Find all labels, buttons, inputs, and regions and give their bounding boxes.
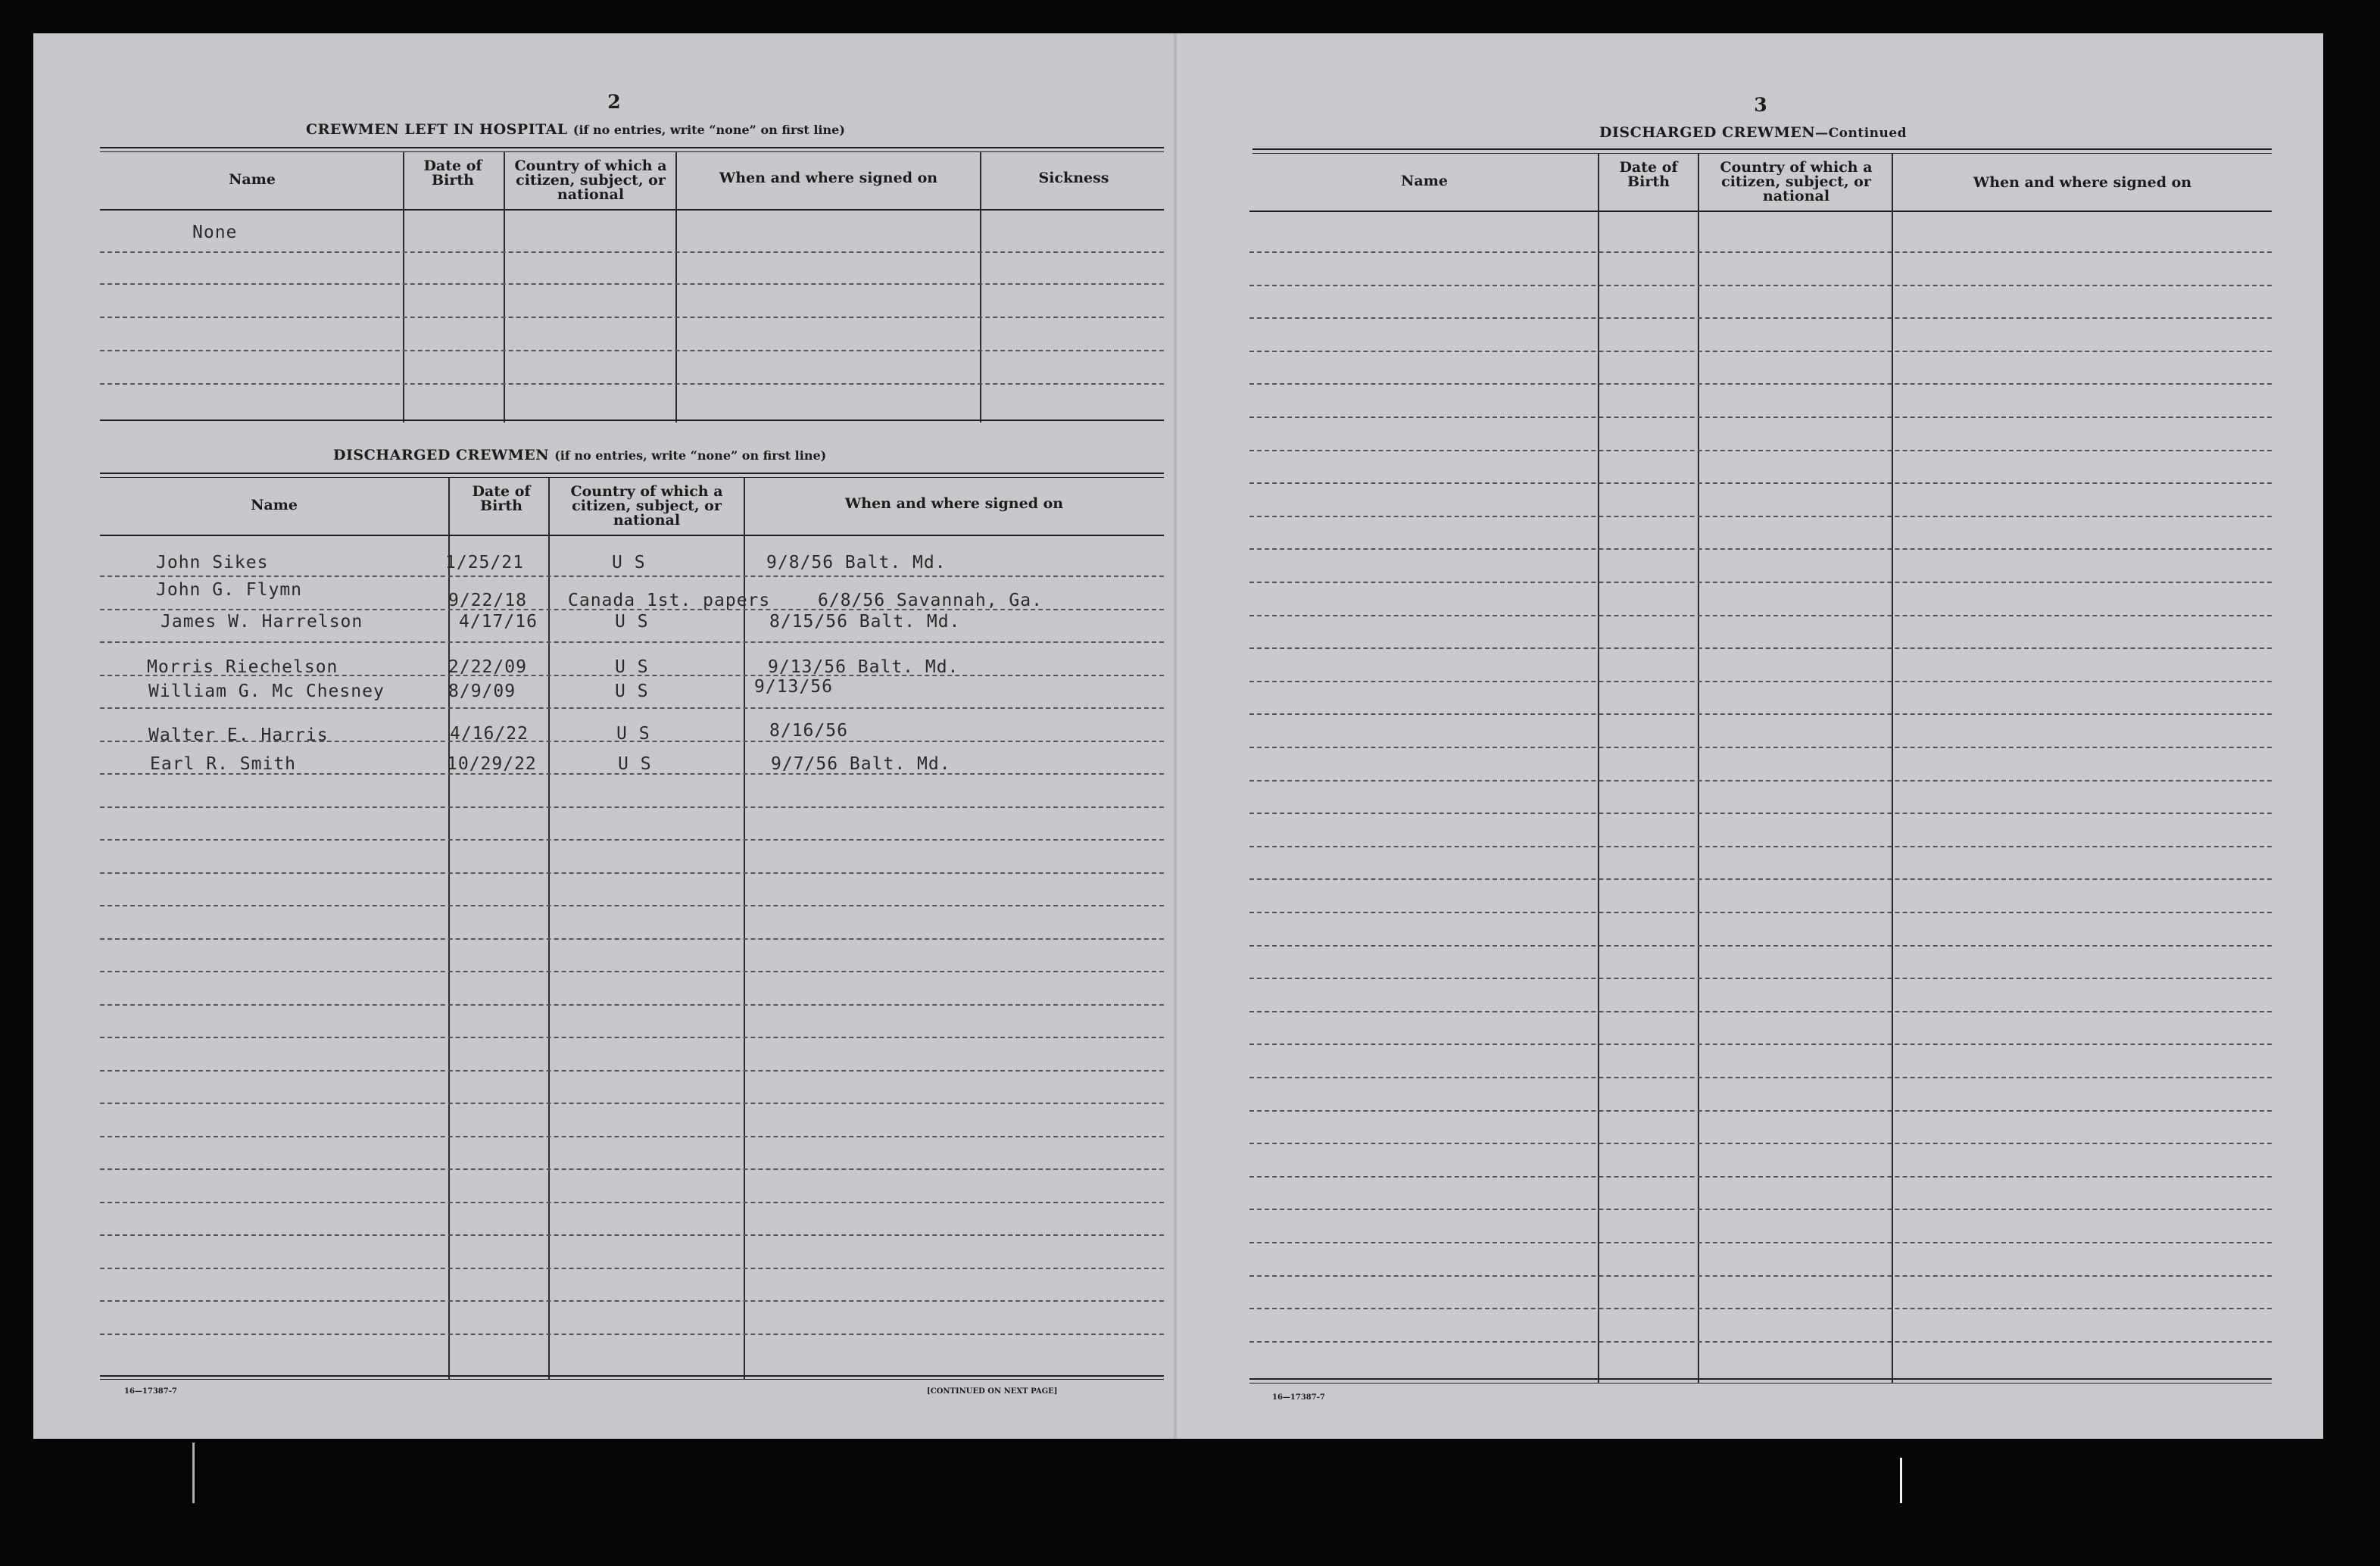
crew-country: U S <box>616 724 650 744</box>
hospital-header-sickness: Sickness <box>1038 170 1109 186</box>
discharged-header-country: Country of which a citizen, subject, or national <box>570 483 723 529</box>
crew-dob: 9/22/18 <box>448 591 527 610</box>
ruled-row-line <box>1249 1043 2272 1045</box>
ruled-row-line <box>100 806 1164 808</box>
crew-signed-on: 9/7/56 Balt. Md. <box>771 754 951 774</box>
ruled-row-line <box>100 1234 1164 1236</box>
crew-name: John G. Flymn <box>156 580 303 600</box>
right-col-divider <box>1892 153 1893 1383</box>
right-header-rule <box>1249 211 2272 212</box>
ruled-row-line <box>1249 1077 2272 1078</box>
ruled-row-line <box>100 1168 1164 1170</box>
continued-note: [CONTINUED ON NEXT PAGE] <box>927 1387 1058 1396</box>
ruled-row-line <box>1249 681 2272 682</box>
form-number: 16—17387-7 <box>124 1387 177 1396</box>
ruled-row-line <box>1249 945 2272 947</box>
hospital-row-line <box>100 283 1164 285</box>
hospital-title-note: (if no entries, write “none” on first line) <box>572 123 845 137</box>
right-bottom-rule <box>1249 1378 2272 1380</box>
crew-name: Earl R. Smith <box>150 754 297 774</box>
ruled-row-line <box>1249 548 2272 550</box>
ruled-row-line <box>100 1136 1164 1137</box>
page-number: 3 <box>1754 94 1767 116</box>
ruled-row-line <box>1249 1275 2272 1277</box>
ruled-row-line <box>1249 1011 2272 1012</box>
ruled-row-line <box>1249 383 2272 385</box>
crew-name: Walter E. Harris <box>148 725 329 745</box>
discharged-col-divider <box>448 477 450 1380</box>
film-scratch-mark <box>192 1443 195 1503</box>
ruled-row-line <box>1249 1176 2272 1178</box>
ruled-row-line <box>1249 285 2272 286</box>
crew-name: John Sikes <box>156 553 269 572</box>
discharged-bottom-rule-2 <box>100 1379 1164 1380</box>
hospital-col-divider <box>980 151 981 423</box>
ruled-row-line <box>100 1268 1164 1269</box>
film-scratch-mark <box>1900 1458 1902 1503</box>
hospital-col-divider <box>675 151 677 423</box>
ruled-row-line <box>100 1070 1164 1072</box>
right-col-divider <box>1598 153 1599 1383</box>
page-number: 2 <box>607 91 621 113</box>
ruled-row-line <box>100 1103 1164 1104</box>
crew-name: William G. Mc Chesney <box>148 682 385 701</box>
right-col-divider <box>1698 153 1699 1383</box>
ruled-row-line <box>1249 416 2272 418</box>
discharged-header-dob: Date of Birth <box>472 483 531 514</box>
right-header-signed-on: When and where signed on <box>1973 174 2192 191</box>
crew-signed-on: 8/16/56 <box>769 721 848 741</box>
hospital-row-line <box>100 383 1164 385</box>
discharged-bottom-rule <box>100 1375 1164 1377</box>
ruled-row-line <box>1249 482 2272 484</box>
crew-country: U S <box>612 553 646 572</box>
form-number: 16—17387-7 <box>1272 1393 1325 1402</box>
hospital-section-title <box>306 121 845 138</box>
crew-dob: 2/22/09 <box>448 657 527 677</box>
crew-country: U S <box>615 612 649 632</box>
ruled-row-line <box>1249 1110 2272 1112</box>
right-section-title <box>1599 124 1907 141</box>
hospital-col-divider <box>504 151 505 423</box>
crew-dob: 10/29/22 <box>447 754 537 774</box>
ruled-row-line <box>1249 1308 2272 1309</box>
discharged-section-title <box>333 447 826 463</box>
hospital-top-rule-2 <box>100 151 1164 152</box>
hospital-row-name: None <box>192 223 238 242</box>
ruled-row-line <box>100 872 1164 874</box>
right-header-dob: Date of Birth <box>1619 159 1678 190</box>
ruled-row-line <box>100 905 1164 906</box>
hospital-title: CREWMEN LEFT IN HOSPITAL <box>306 121 568 138</box>
right-top-rule <box>1252 148 2272 150</box>
crew-dob: 4/16/22 <box>450 724 529 744</box>
discharged-title: DISCHARGED CREWMEN <box>333 447 550 463</box>
ruled-row-line <box>1249 780 2272 781</box>
discharged-header-rule <box>100 535 1164 536</box>
right-header-country: Country of which a citizen, subject, or national <box>1720 159 1873 204</box>
crew-signed-on: 6/8/56 Savannah, Ga. <box>818 591 1043 610</box>
ruled-row-line <box>100 971 1164 972</box>
hospital-bottom-rule <box>100 420 1164 421</box>
ruled-row-line <box>1249 450 2272 451</box>
crew-name: Morris Riechelson <box>147 657 338 677</box>
crew-signed-on: 9/8/56 Balt. Md. <box>766 553 947 572</box>
crew-dob: 1/25/21 <box>445 553 524 572</box>
right-header-name: Name <box>1401 173 1448 189</box>
crew-signed-on: 9/13/56 <box>754 677 833 697</box>
discharged-title-note: (if no entries, write “none” on first line) <box>554 448 827 463</box>
ruled-row-line <box>1249 846 2272 847</box>
ruled-row-line <box>1249 912 2272 913</box>
crew-name: James W. Harrelson <box>161 612 363 632</box>
ruled-row-line <box>1249 978 2272 979</box>
ruled-row-line <box>100 1334 1164 1335</box>
discharged-header-name: Name <box>251 497 298 513</box>
crew-signed-on: 9/13/56 Balt. Md. <box>768 657 959 677</box>
right-top-rule-2 <box>1252 153 2272 154</box>
ruled-row-line <box>100 938 1164 940</box>
ruled-row-line <box>1249 251 2272 253</box>
crew-country: U S <box>615 657 649 677</box>
crew-country: U S <box>618 754 652 774</box>
hospital-row-line <box>100 350 1164 351</box>
ruled-row-line <box>1249 1209 2272 1210</box>
ruled-row-line <box>1249 813 2272 814</box>
ruled-row-line <box>1249 582 2272 583</box>
crew-country: Canada 1st. papers <box>568 591 771 610</box>
ruled-row-line <box>100 576 1164 577</box>
ruled-row-line <box>100 1037 1164 1038</box>
right-bottom-rule-2 <box>1249 1383 2272 1384</box>
discharged-header-signed-on: When and where signed on <box>844 495 1064 512</box>
discharged-top-rule <box>100 473 1164 474</box>
hospital-top-rule <box>100 147 1164 148</box>
ruled-row-line <box>1249 1341 2272 1343</box>
ruled-row-line <box>100 641 1164 643</box>
left-page <box>33 33 1174 1439</box>
ruled-row-line <box>1249 713 2272 715</box>
crew-country: U S <box>615 682 649 701</box>
right-page <box>1177 33 2323 1439</box>
discharged-col-divider <box>548 477 550 1380</box>
ruled-row-line <box>1249 1143 2272 1144</box>
ruled-row-line <box>1249 1242 2272 1243</box>
hospital-header-rule <box>100 209 1164 211</box>
ruled-row-line <box>1249 747 2272 748</box>
ruled-row-line <box>1249 647 2272 649</box>
ruled-row-line <box>100 707 1164 709</box>
ruled-row-line <box>100 1300 1164 1302</box>
right-title-suffix: —Continued <box>1815 126 1907 141</box>
ruled-row-line <box>100 1004 1164 1006</box>
right-title: DISCHARGED CREWMEN <box>1599 124 1816 141</box>
hospital-row-line <box>100 251 1164 253</box>
crew-signed-on: 8/15/56 Balt. Md. <box>769 612 961 632</box>
ruled-row-line <box>1249 351 2272 352</box>
hospital-row-line <box>100 317 1164 318</box>
crew-dob: 8/9/09 <box>448 682 516 701</box>
ruled-row-line <box>100 839 1164 841</box>
ruled-row-line <box>1249 516 2272 517</box>
hospital-header-name: Name <box>229 171 276 188</box>
ruled-row-line <box>1249 317 2272 319</box>
ruled-row-line <box>100 1202 1164 1203</box>
hospital-col-divider <box>403 151 404 423</box>
hospital-header-signed-on: When and where signed on <box>719 170 938 186</box>
ruled-row-line <box>1249 615 2272 616</box>
discharged-col-divider <box>744 477 745 1380</box>
discharged-top-rule-2 <box>100 477 1164 478</box>
hospital-header-country: Country of which a citizen, subject, or national <box>514 158 667 203</box>
crew-dob: 4/17/16 <box>459 612 538 632</box>
ruled-row-line <box>1249 878 2272 880</box>
hospital-header-dob: Date of Birth <box>423 158 482 189</box>
